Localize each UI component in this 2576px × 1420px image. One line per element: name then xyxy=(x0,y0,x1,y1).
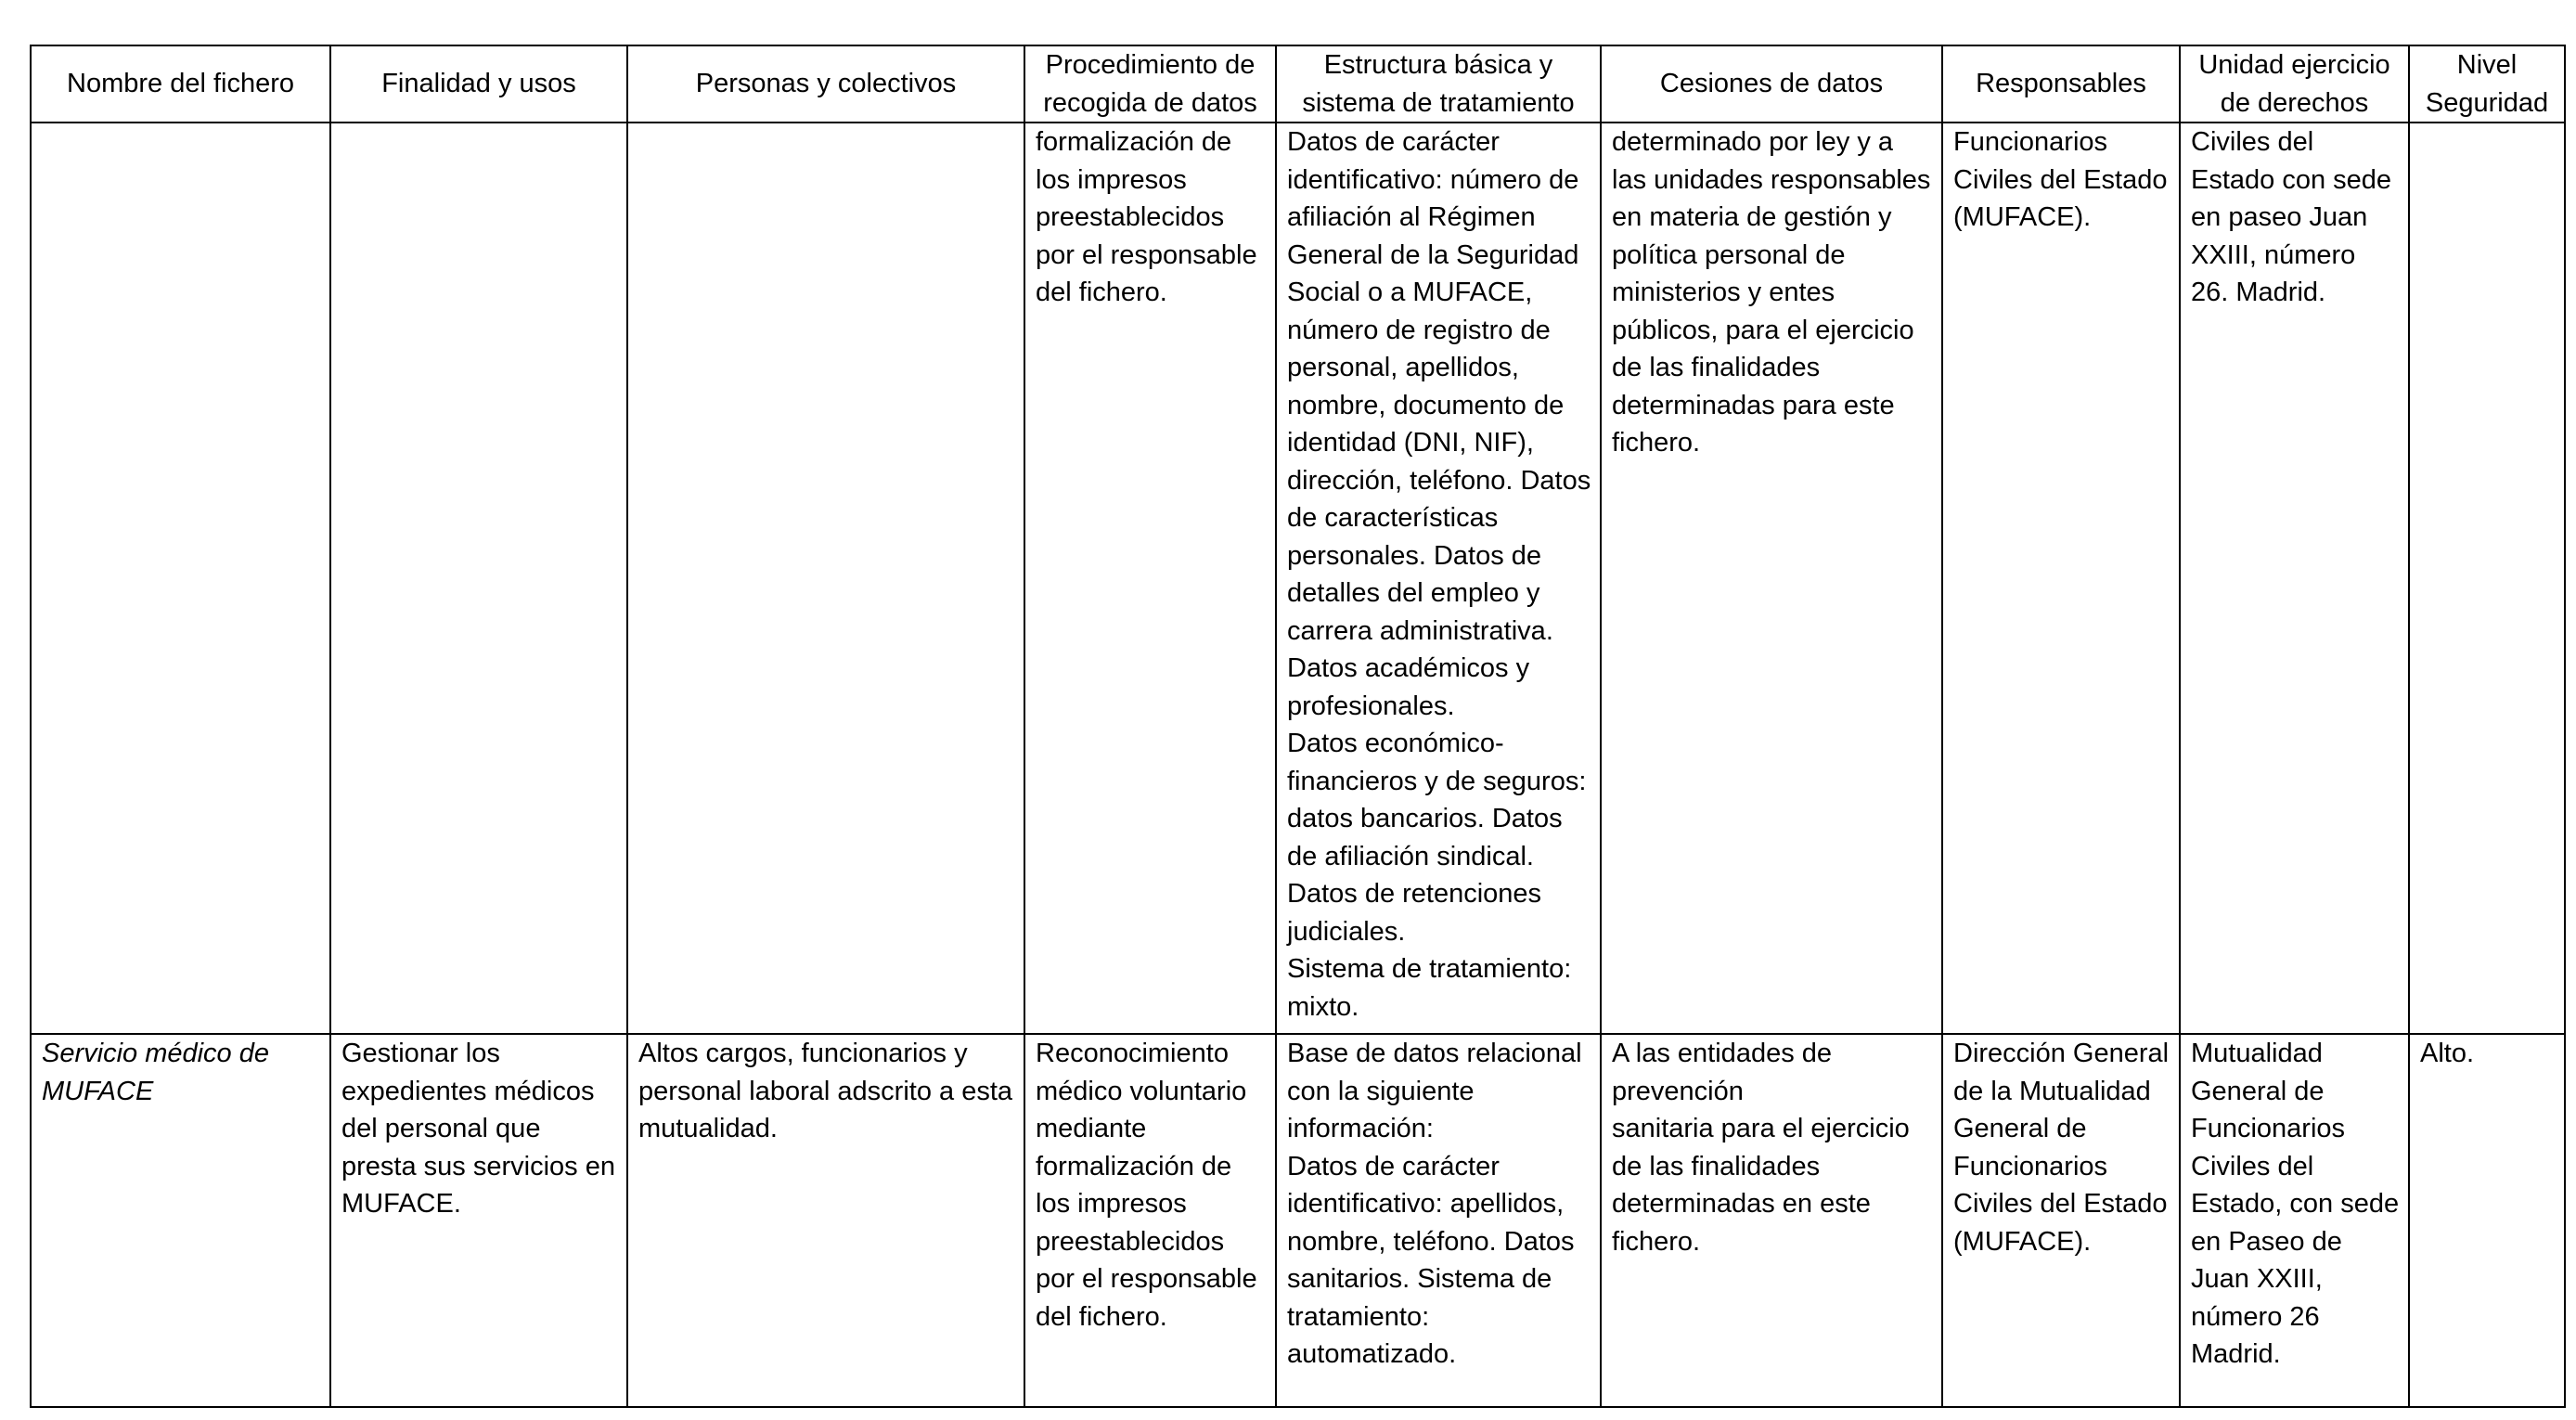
cell-personas-y-colectivos xyxy=(627,123,1024,1034)
cell-finalidad-y-usos xyxy=(330,123,627,1034)
header-nivel-seguridad: Nivel Seguridad xyxy=(2409,45,2565,123)
cell-unidad-ejercicio-derechos: Civiles del Estado con sede en paseo Juan XXIII, número 26. Madrid. xyxy=(2180,123,2409,1034)
cell-cesiones-de-datos: determinado por ley y a las unidades responsables en materia de gestión y política personal de ministerios y entes públicos, para el ejercicio de las finalidades determinadas para este fichero. xyxy=(1601,123,1942,1034)
header-responsables: Responsables xyxy=(1942,45,2180,123)
cell-nivel-seguridad xyxy=(2409,123,2565,1034)
header-nombre-del-fichero: Nombre del fichero xyxy=(31,45,330,123)
table-row xyxy=(31,123,2565,1034)
header-cesiones-de-datos: Cesiones de datos xyxy=(1601,45,1942,123)
cell-unidad-ejercicio-derechos: Mutualidad General de Funcionarios Civiles del Estado, con sede en Paseo de Juan XXIII, número 26 Madrid. xyxy=(2180,1034,2409,1407)
table-row xyxy=(31,1034,2565,1407)
cell-procedimiento-recogida: formalización de los impresos preestablecidos por el responsable del fichero. xyxy=(1024,123,1276,1034)
cell-finalidad-y-usos: Gestionar los expedientes médicos del personal que presta sus servicios en MUFACE. xyxy=(330,1034,627,1407)
table-header-row xyxy=(31,45,2565,123)
cell-cesiones-de-datos: A las entidades de prevención sanitaria para el ejercicio de las finalidades determinadas en este fichero. xyxy=(1601,1034,1942,1407)
cell-personas-y-colectivos: Altos cargos, funcionarios y personal laboral adscrito a esta mutualidad. xyxy=(627,1034,1024,1407)
header-unidad-ejercicio-derechos: Unidad ejercicio de derechos xyxy=(2180,45,2409,123)
cell-nivel-seguridad: Alto. xyxy=(2409,1034,2565,1407)
cell-nombre-del-fichero: Servicio médico de MUFACE xyxy=(31,1034,330,1407)
cell-estructura-basica: Datos de carácter identificativo: número de afiliación al Régimen General de la Seguridad Social o a MUFACE, número de registro de personal, apellidos, nombre, documento de identidad (DNI, NIF), dirección, teléfono. Datos de características personales. Datos de detalles del empleo y carrera administrativa. Datos académicos y profesionales. Datos económico- financieros y de seguros: datos bancarios. Datos de afiliación sindical. Datos de retenciones judiciales. Sistema de tratamiento: mixto. xyxy=(1276,123,1601,1034)
cell-responsables: Dirección General de la Mutualidad General de Funcionarios Civiles del Estado (MUFACE). xyxy=(1942,1034,2180,1407)
cell-responsables: Funcionarios Civiles del Estado (MUFACE). xyxy=(1942,123,2180,1034)
cell-procedimiento-recogida: Reconocimiento médico voluntario mediante formalización de los impresos preestablecidos por el responsable del fichero. xyxy=(1024,1034,1276,1407)
header-finalidad-y-usos: Finalidad y usos xyxy=(330,45,627,123)
cell-estructura-basica: Base de datos relacional con la siguiente información: Datos de carácter identificativo: apellidos, nombre, teléfono. Datos sanitarios. Sistema de tratamiento: automatizado. xyxy=(1276,1034,1601,1407)
header-personas-y-colectivos: Personas y colectivos xyxy=(627,45,1024,123)
header-procedimiento-recogida: Procedimiento de recogida de datos xyxy=(1024,45,1276,123)
header-estructura-basica: Estructura básica y sistema de tratamiento xyxy=(1276,45,1601,123)
data-files-table xyxy=(30,45,2566,1408)
cell-nombre-del-fichero xyxy=(31,123,330,1034)
